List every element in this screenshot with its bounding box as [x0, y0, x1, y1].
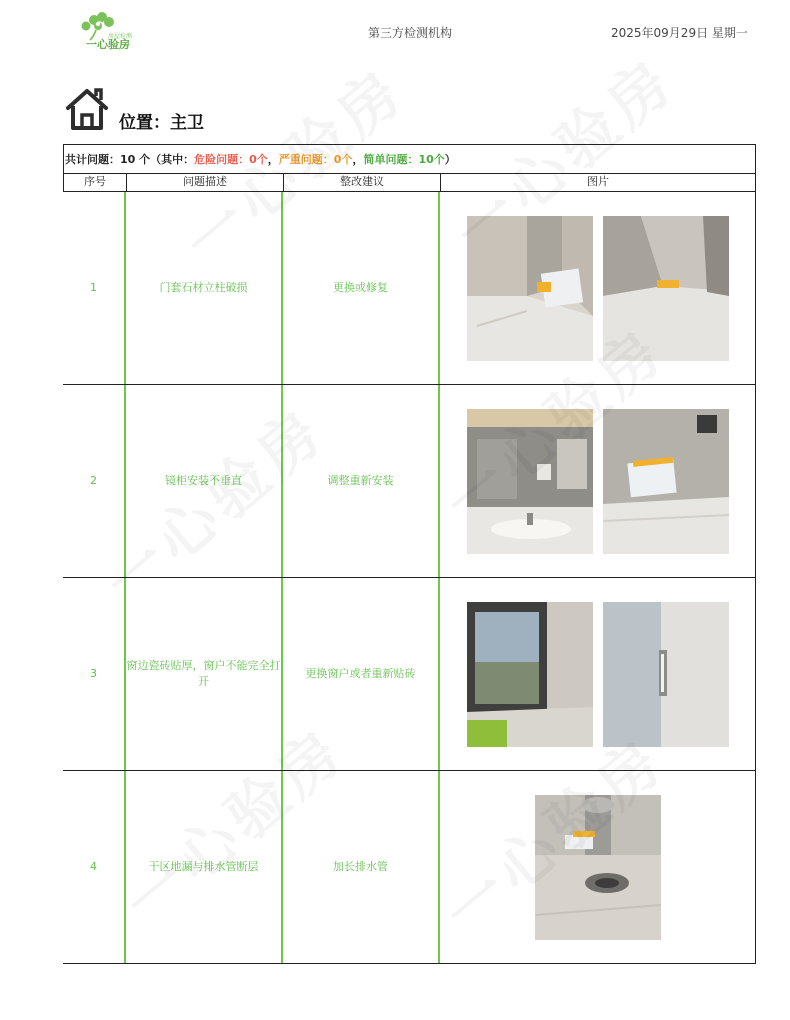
- location-title: 位置：主卫: [119, 113, 204, 133]
- row-advice: 更换或修复: [283, 192, 440, 384]
- issue-photo[interactable]: [603, 409, 729, 554]
- row-description: 镜柜安装不垂直: [126, 385, 283, 577]
- row-number: 2: [63, 385, 126, 577]
- header-center-title: 第三方检测机构: [368, 26, 453, 40]
- issue-photo[interactable]: [467, 409, 593, 554]
- house-icon: [64, 86, 110, 132]
- row-description: 门套石材立柱破损: [126, 192, 283, 384]
- summary-serious: 严重问题：0个: [278, 153, 353, 166]
- row-number: 3: [63, 578, 126, 770]
- table-row: [63, 385, 756, 578]
- summary-separator: ，: [267, 153, 279, 166]
- row-advice: 调整重新安装: [283, 385, 440, 577]
- issue-photo[interactable]: [467, 602, 593, 747]
- header-number: 序号: [64, 174, 127, 191]
- header-photos: 图片: [587, 175, 609, 188]
- row-description: 干区地漏与排水管断层: [126, 771, 283, 963]
- company-logo: [72, 10, 136, 50]
- issue-photo[interactable]: [535, 795, 661, 940]
- summary-danger: 危险问题：0个: [194, 153, 268, 166]
- issues-summary: [63, 144, 756, 173]
- row-photos: [440, 578, 755, 770]
- summary-prefix: 共计问题：10 个（其中：: [65, 153, 195, 166]
- row-number: 1: [63, 192, 126, 384]
- row-photos: [440, 771, 755, 963]
- summary-simple: 简单问题：10个: [363, 153, 445, 166]
- issue-photo[interactable]: [467, 216, 593, 361]
- row-advice: 加长排水管: [283, 771, 440, 963]
- row-advice: 更换窗户或者重新贴砖: [283, 578, 440, 770]
- table-row: [63, 192, 756, 385]
- table-header: [63, 173, 756, 192]
- header-description: 问题描述: [127, 174, 284, 191]
- issues-table: [63, 144, 756, 964]
- row-description: 窗边瓷砖贴厚，窗户不能完全打开: [126, 578, 283, 770]
- summary-separator: ，: [352, 153, 364, 166]
- row-number: 4: [63, 771, 126, 963]
- logo-subtext: 房屋检测: [108, 33, 133, 40]
- issue-photo[interactable]: [603, 216, 729, 361]
- header-advice: 整改建议: [284, 174, 441, 191]
- summary-suffix: ）: [444, 153, 456, 166]
- row-photos: [440, 385, 755, 577]
- table-row: [63, 771, 756, 964]
- logo-text: 一心验房: [86, 38, 130, 51]
- row-photos: [440, 192, 755, 384]
- header-date: 2025年09月29日 星期一: [611, 26, 748, 40]
- issue-photo[interactable]: [603, 602, 729, 747]
- table-row: [63, 578, 756, 771]
